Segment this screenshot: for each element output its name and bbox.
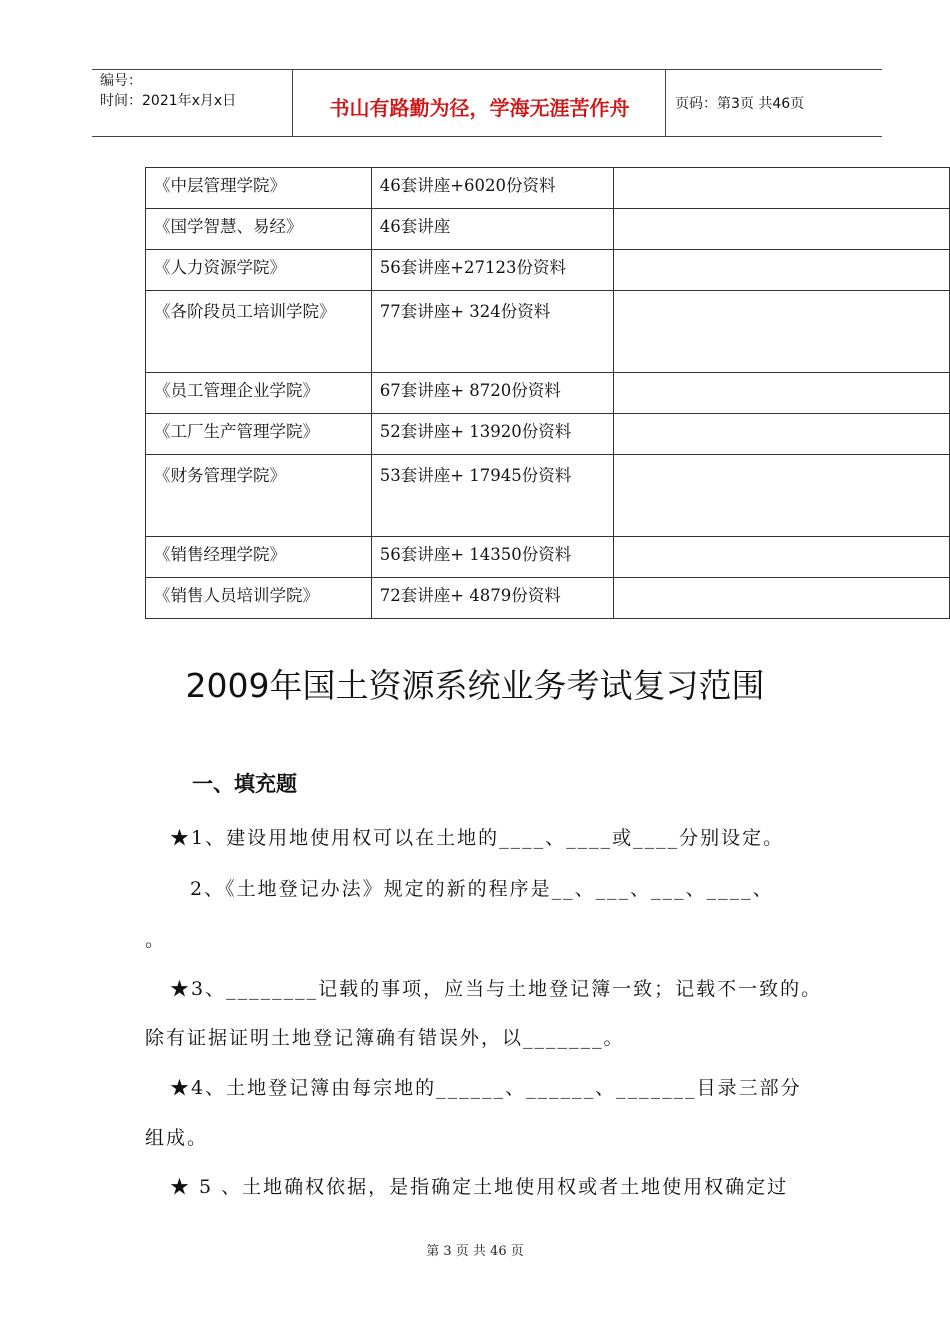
table-cell-content: 67套讲座+ 8720份资料 — [371, 373, 614, 414]
table-cell-name: 《人力资源学院》 — [146, 250, 372, 291]
section-heading: 一、填充题 — [192, 772, 297, 796]
table-row — [146, 537, 950, 578]
header-time-label: 时间：2021年x月x日 — [100, 93, 237, 109]
table-cell-extra — [614, 414, 950, 455]
question-2-line-1: 2、《土地登记办法》规定的新的程序是__、___、___、____、 — [190, 878, 774, 900]
table-cell-name: 《工厂生产管理学院》 — [146, 414, 372, 455]
table-cell-name: 《中层管理学院》 — [146, 168, 372, 209]
header-meta — [100, 71, 236, 111]
page-footer: 第 3 页 共 46 页 — [426, 1244, 524, 1259]
table-cell-name: 《各阶段员工培训学院》 — [146, 291, 372, 373]
table-cell-extra — [614, 291, 950, 373]
table-cell-extra — [614, 168, 950, 209]
table-cell-extra — [614, 578, 950, 619]
table-cell-name: 《销售人员培训学院》 — [146, 578, 372, 619]
question-5-line-1: ★ 5 、土地确权依据，是指确定土地使用权或者土地使用权确定过 — [170, 1176, 789, 1198]
table-row — [146, 578, 950, 619]
table-row — [146, 291, 950, 373]
table-row — [146, 414, 950, 455]
header-bottom-border — [92, 136, 882, 137]
header-top-border — [92, 69, 882, 70]
question-1: ★1、建设用地使用权可以在土地的____、____或____分别设定。 — [170, 827, 785, 849]
table-cell-extra — [614, 250, 950, 291]
table-row — [146, 209, 950, 250]
question-3-line-2: 除有证据证明土地登记簿确有错误外，以_______。 — [145, 1027, 625, 1049]
table-cell-name: 《销售经理学院》 — [146, 537, 372, 578]
question-3-line-1: ★3、________记载的事项，应当与土地登记簿一致；记载不一致的。 — [170, 978, 823, 1000]
document-title: 2009年国土资源系统业务考试复习范围 — [185, 666, 765, 705]
table-row — [146, 373, 950, 414]
table-cell-content: 56套讲座+ 14350份资料 — [371, 537, 614, 578]
table-cell-extra — [614, 209, 950, 250]
table-cell-name: 《员工管理企业学院》 — [146, 373, 372, 414]
header-number-label: 编号： — [100, 73, 142, 89]
table-cell-content: 77套讲座+ 324份资料 — [371, 291, 614, 373]
question-4-line-2: 组成。 — [145, 1127, 209, 1149]
question-4-line-1: ★4、土地登记簿由每宗地的______、______、_______目录三部分 — [170, 1077, 802, 1099]
table-cell-extra — [614, 455, 950, 537]
header-page-info: 页码：第3页 共46页 — [675, 96, 805, 112]
table-row — [146, 250, 950, 291]
question-2-line-2: 。 — [145, 929, 167, 951]
table-cell-extra — [614, 373, 950, 414]
table-cell-content: 46套讲座 — [371, 209, 614, 250]
table-cell-content: 72套讲座+ 4879份资料 — [371, 578, 614, 619]
table-cell-name: 《国学智慧、易经》 — [146, 209, 372, 250]
table-cell-content: 56套讲座+27123份资料 — [371, 250, 614, 291]
table-cell-content: 53套讲座+ 17945份资料 — [371, 455, 614, 537]
table-row — [146, 168, 950, 209]
table-cell-extra — [614, 537, 950, 578]
header-divider-left — [292, 69, 293, 136]
table-cell-name: 《财务管理学院》 — [146, 455, 372, 537]
table-row — [146, 455, 950, 537]
table-cell-content: 46套讲座+6020份资料 — [371, 168, 614, 209]
header-divider-right — [665, 69, 666, 136]
header-motto: 书山有路勤为径，学海无涯苦作舟 — [329, 96, 630, 120]
table-cell-content: 52套讲座+ 13920份资料 — [371, 414, 614, 455]
course-table — [145, 167, 950, 619]
